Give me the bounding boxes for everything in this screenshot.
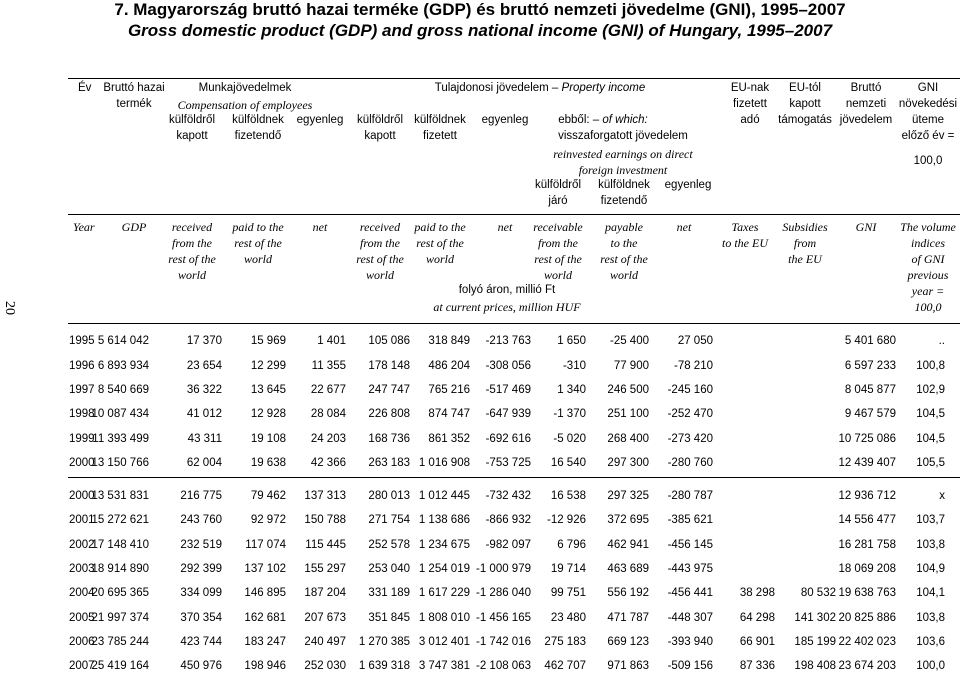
row-year: 2000 xyxy=(69,490,95,502)
table-row xyxy=(0,539,960,559)
unit-hu: folyó áron, millió Ft xyxy=(458,284,556,296)
row-cell: 247 747 xyxy=(368,384,410,396)
row-cell: 874 747 xyxy=(428,408,470,420)
row-cell: -753 725 xyxy=(485,457,531,469)
row-cell: 16 538 xyxy=(550,490,586,502)
en-payable-1: payable xyxy=(605,220,643,234)
row-cell: 19 108 xyxy=(250,433,286,445)
row-cell: 100,0 xyxy=(916,660,945,672)
row-cell: -385 621 xyxy=(667,514,713,526)
row-cell: 246 500 xyxy=(607,384,649,396)
row-cell: 103,8 xyxy=(916,612,945,624)
row-cell: 99 751 xyxy=(550,587,586,599)
row-cell: 12 936 712 xyxy=(838,490,896,502)
row-cell: 232 519 xyxy=(180,539,222,551)
row-cell: 6 597 233 xyxy=(844,360,896,372)
row-cell: 100,8 xyxy=(916,360,945,372)
row-cell: 19 638 xyxy=(250,457,286,469)
en-comp-net: net xyxy=(312,220,328,234)
title-english: Gross domestic product (GDP) and gross national income (GNI) of Hungary, 1995–2007 xyxy=(127,21,833,40)
header-comp-net: egyenleg xyxy=(296,114,344,126)
en-reinv-net: net xyxy=(676,220,692,234)
en-prop-paid-3: world xyxy=(425,252,455,266)
row-cell: 137 313 xyxy=(304,490,346,502)
row-cell: 20 825 886 xyxy=(838,612,896,624)
row-cell: -273 420 xyxy=(667,433,713,445)
row-cell: 66 901 xyxy=(739,636,775,648)
row-cell: 198 408 xyxy=(794,660,836,672)
table-row xyxy=(0,490,960,510)
row-cell: 765 216 xyxy=(428,384,470,396)
row-year: 1998 xyxy=(69,408,95,420)
row-cell: 216 775 xyxy=(180,490,222,502)
row-cell: -78 210 xyxy=(673,360,713,372)
table-row xyxy=(0,612,960,632)
row-cell: -280 760 xyxy=(667,457,713,469)
header-reinv-hu: visszaforgatott jövedelem xyxy=(558,130,688,142)
row-cell: 115 445 xyxy=(305,539,346,551)
row-cell: 10 087 434 xyxy=(91,408,149,420)
row-cell: 462 707 xyxy=(544,660,586,672)
row-cell: 137 102 xyxy=(244,563,286,575)
row-cell: 423 744 xyxy=(180,636,222,648)
en-volume-1: The volume xyxy=(900,220,956,234)
header-comp-paid-1: külföldnek xyxy=(232,114,284,126)
row-cell: 23 480 xyxy=(550,612,586,624)
row-cell: 64 298 xyxy=(739,612,775,624)
row-cell: 370 354 xyxy=(180,612,222,624)
row-cell: 12 928 xyxy=(250,408,286,420)
row-cell: 6 893 934 xyxy=(97,360,149,372)
header-prop: Tulajdonosi jövedelem – Property income xyxy=(434,82,646,94)
en-volume-2: indices xyxy=(911,236,945,250)
header-gni-idx-3: üteme xyxy=(912,114,944,126)
en-subsidies-1: Subsidies xyxy=(782,220,828,234)
row-cell: -310 xyxy=(562,360,586,372)
row-cell: 6 796 xyxy=(557,539,586,551)
row-cell: -732 432 xyxy=(485,490,531,502)
row-cell: 42 366 xyxy=(310,457,346,469)
row-cell: 268 400 xyxy=(607,433,649,445)
en-receivable-2: from the xyxy=(538,236,578,250)
en-gni: GNI xyxy=(855,220,877,234)
row-cell: 105 086 xyxy=(368,335,410,347)
row-cell: 252 030 xyxy=(304,660,346,672)
page-number: 20 xyxy=(2,301,17,315)
row-cell: -280 787 xyxy=(667,490,713,502)
header-comp-received-2: kapott xyxy=(176,130,208,142)
header-prop-received-2: kapott xyxy=(364,130,396,142)
table-bottom-rule xyxy=(68,323,960,324)
row-cell: 22 677 xyxy=(310,384,346,396)
header-gni-idx-4: előző év = xyxy=(901,130,955,142)
header-reinv-payable-1: külföldnek xyxy=(598,179,650,191)
en-payable-3: rest of the xyxy=(600,252,648,266)
en-comp-received-4: world xyxy=(177,268,207,282)
row-cell: -2 108 063 xyxy=(476,660,531,672)
row-cell: 292 399 xyxy=(180,563,222,575)
en-subsidies-3: the EU xyxy=(788,252,822,266)
header-prop-paid-1: külföldnek xyxy=(414,114,466,126)
row-cell: 104,5 xyxy=(916,433,945,445)
header-gni-idx-5: 100,0 xyxy=(913,155,943,167)
row-cell: 22 402 023 xyxy=(838,636,896,648)
row-year: 2005 xyxy=(69,612,95,624)
row-cell: 12 439 407 xyxy=(838,457,896,469)
en-volume-5: year = xyxy=(911,284,945,298)
title-hungarian: 7. Magyarország bruttó hazai terméke (GDP) és bruttó nemzeti jövedelme (GNI), 1995–2007 xyxy=(114,0,846,19)
row-cell: 1 254 019 xyxy=(418,563,470,575)
en-prop-received-3: rest of the xyxy=(356,252,404,266)
row-cell: -308 056 xyxy=(485,360,531,372)
row-cell: 13 150 766 xyxy=(91,457,149,469)
en-prop-received-2: from the xyxy=(360,236,400,250)
row-cell: 226 808 xyxy=(368,408,410,420)
row-cell: 331 189 xyxy=(368,587,410,599)
row-cell: 556 192 xyxy=(607,587,649,599)
row-cell: 1 650 xyxy=(557,335,586,347)
row-cell: 146 895 xyxy=(244,587,286,599)
header-gni-hu-3: jövedelem xyxy=(839,114,893,126)
row-cell: -456 145 xyxy=(667,539,713,551)
row-cell: 103,6 xyxy=(916,636,945,648)
row-cell: 861 352 xyxy=(428,433,470,445)
table-row xyxy=(0,636,960,656)
row-cell: 185 199 xyxy=(794,636,836,648)
header-reinv-en-2: foreign investment xyxy=(578,163,668,177)
row-cell: 20 695 365 xyxy=(91,587,149,599)
row-cell: 105,5 xyxy=(916,457,945,469)
row-cell: -393 940 xyxy=(667,636,713,648)
row-cell: 12 299 xyxy=(250,360,286,372)
row-cell: 104,9 xyxy=(916,563,945,575)
row-cell: 297 325 xyxy=(607,490,649,502)
table-row xyxy=(0,514,960,534)
header-comp-paid-2: fizetendő xyxy=(234,130,282,142)
row-cell: 207 673 xyxy=(304,612,346,624)
table-row xyxy=(0,335,960,355)
row-cell: 13 531 831 xyxy=(91,490,149,502)
row-cell: 450 976 xyxy=(180,660,222,672)
row-cell: 162 681 xyxy=(244,612,286,624)
row-cell: 168 736 xyxy=(368,433,410,445)
row-cell: 117 074 xyxy=(245,539,286,551)
en-prop-received-1: received xyxy=(359,220,401,234)
table-row xyxy=(0,384,960,404)
row-cell: 79 462 xyxy=(250,490,286,502)
row-cell: 1 138 686 xyxy=(418,514,470,526)
row-cell: 8 540 669 xyxy=(97,384,149,396)
row-year: 1995 xyxy=(69,335,95,347)
table-row xyxy=(0,660,960,680)
row-cell: 187 204 xyxy=(304,587,346,599)
row-cell: 23 674 203 xyxy=(838,660,896,672)
row-year: 2001 xyxy=(69,514,95,526)
header-gdp-en: GDP xyxy=(121,220,147,234)
row-cell: .. xyxy=(938,335,945,347)
row-cell: 15 272 621 xyxy=(91,514,149,526)
row-cell: -213 763 xyxy=(485,335,531,347)
row-cell: 104,1 xyxy=(916,587,945,599)
row-year: 2006 xyxy=(69,636,95,648)
row-year: 2003 xyxy=(69,563,95,575)
row-cell: 372 695 xyxy=(607,514,649,526)
row-cell: 1 617 229 xyxy=(418,587,470,599)
row-cell: 1 234 675 xyxy=(418,539,470,551)
en-receivable-3: rest of the xyxy=(534,252,582,266)
header-top-rule xyxy=(68,78,960,79)
row-cell: 43 311 xyxy=(187,433,222,445)
row-cell: 3 012 401 xyxy=(418,636,470,648)
row-cell: -1 742 016 xyxy=(476,636,531,648)
header-reinv-receivable-2: járó xyxy=(548,195,568,207)
row-cell: 103,7 xyxy=(916,514,945,526)
row-cell: -982 097 xyxy=(485,539,531,551)
row-cell: 103,8 xyxy=(916,539,945,551)
header-eu-subs-1: EU-tól xyxy=(789,82,821,94)
row-cell: 19 638 763 xyxy=(838,587,896,599)
header-eu-subs-2: kapott xyxy=(789,98,821,110)
header-gdp-hu-2: termék xyxy=(116,98,152,110)
row-cell: 21 997 374 xyxy=(91,612,149,624)
row-cell: 87 336 xyxy=(739,660,775,672)
row-cell: 11 393 499 xyxy=(92,433,149,445)
row-year: 2000 xyxy=(69,457,95,469)
row-cell: 17 370 xyxy=(186,335,222,347)
row-cell: 971 863 xyxy=(607,660,649,672)
row-cell: -245 160 xyxy=(667,384,713,396)
en-receivable-1: receivable xyxy=(533,220,583,234)
row-cell: 275 183 xyxy=(544,636,586,648)
en-taxes-2: to the EU xyxy=(722,236,768,250)
header-eu-subs-3: támogatás xyxy=(778,114,832,126)
header-gni-hu-2: nemzeti xyxy=(845,98,887,110)
en-volume-4: previous xyxy=(907,268,949,282)
row-year: 1996 xyxy=(69,360,95,372)
row-cell: 62 004 xyxy=(186,457,222,469)
row-cell: -25 400 xyxy=(609,335,649,347)
row-cell: 1 401 xyxy=(317,335,346,347)
en-prop-paid-1: paid to the xyxy=(414,220,466,234)
row-cell: -5 020 xyxy=(553,433,586,445)
header-prop-received-1: külföldről xyxy=(356,114,404,126)
row-cell: 1 012 445 xyxy=(418,490,470,502)
en-comp-paid-2: rest of the xyxy=(234,236,282,250)
row-cell: 80 532 xyxy=(800,587,836,599)
row-cell: 5 401 680 xyxy=(844,335,896,347)
header-comp-received-1: külföldről xyxy=(168,114,216,126)
table-row xyxy=(0,587,960,607)
row-cell: 23 654 xyxy=(186,360,222,372)
row-cell: 1 808 010 xyxy=(418,612,470,624)
header-bottom-rule xyxy=(68,214,960,215)
header-reinv-net: egyenleg xyxy=(664,179,712,191)
row-cell: 141 302 xyxy=(794,612,836,624)
row-cell: -443 975 xyxy=(667,563,713,575)
row-cell: 471 787 xyxy=(607,612,649,624)
row-cell: -509 156 xyxy=(667,660,713,672)
row-cell: 18 914 890 xyxy=(91,563,149,575)
en-prop-net: net xyxy=(497,220,513,234)
header-eu-taxes-2: fizetett xyxy=(733,98,767,110)
row-cell: 102,9 xyxy=(916,384,945,396)
row-cell: 178 148 xyxy=(368,360,410,372)
header-comp-hu: Munkajövedelmek xyxy=(198,82,292,94)
header-gni-hu-1: Bruttó xyxy=(850,82,882,94)
header-gni-idx-2: növekedési xyxy=(898,98,958,110)
row-cell: -456 441 xyxy=(667,587,713,599)
table-row xyxy=(0,408,960,428)
row-cell: 1 340 xyxy=(557,384,586,396)
row-cell: 16 540 xyxy=(550,457,586,469)
row-year: 1999 xyxy=(69,433,95,445)
row-year: 1997 xyxy=(69,384,95,396)
row-cell: 92 972 xyxy=(250,514,286,526)
row-cell: 243 760 xyxy=(180,514,222,526)
row-cell: -866 932 xyxy=(485,514,531,526)
row-cell: -252 470 xyxy=(667,408,713,420)
row-cell: 41 012 xyxy=(186,408,222,420)
row-year: 2004 xyxy=(69,587,95,599)
header-eu-taxes-3: adó xyxy=(740,114,760,126)
row-cell: 14 556 477 xyxy=(838,514,896,526)
header-gdp-hu-1: Bruttó hazai xyxy=(103,82,165,94)
row-cell: 271 754 xyxy=(368,514,410,526)
row-cell: 5 614 042 xyxy=(97,335,149,347)
row-cell: -1 370 xyxy=(553,408,586,420)
header-prop-net: egyenleg xyxy=(481,114,529,126)
row-cell: x xyxy=(939,490,945,502)
row-year: 2002 xyxy=(69,539,95,551)
row-cell: 38 298 xyxy=(739,587,775,599)
row-cell: 28 084 xyxy=(310,408,346,420)
en-subsidies-2: from xyxy=(793,236,817,250)
unit-en: at current prices, million HUF xyxy=(433,300,581,314)
en-payable-2: to the xyxy=(610,236,638,250)
row-cell: -1 456 165 xyxy=(476,612,531,624)
en-taxes-1: Taxes xyxy=(731,220,759,234)
table-row xyxy=(0,563,960,583)
row-cell: 150 788 xyxy=(304,514,346,526)
table-row xyxy=(0,457,960,477)
row-cell: 16 281 758 xyxy=(838,539,896,551)
row-cell: 25 419 164 xyxy=(91,660,149,672)
row-cell: 252 578 xyxy=(368,539,410,551)
row-cell: -448 307 xyxy=(667,612,713,624)
header-reinv-receivable-1: külföldről xyxy=(534,179,582,191)
row-cell: -517 469 xyxy=(485,384,531,396)
row-cell: -1 286 040 xyxy=(476,587,531,599)
header-comp-en: Compensation of employees xyxy=(177,98,313,112)
row-cell: -12 926 xyxy=(546,514,586,526)
row-cell: 36 322 xyxy=(186,384,222,396)
en-volume-6: 100,0 xyxy=(914,300,942,314)
row-cell: -1 000 979 xyxy=(476,563,531,575)
row-cell: 27 050 xyxy=(677,335,713,347)
header-eu-taxes-1: EU-nak xyxy=(730,82,770,94)
table-row xyxy=(0,433,960,453)
row-cell: 15 969 xyxy=(250,335,286,347)
header-prop-paid-2: fizetett xyxy=(423,130,457,142)
row-cell: 8 045 877 xyxy=(844,384,896,396)
header-of-which: ebből: – of which: xyxy=(558,114,648,126)
row-cell: -647 939 xyxy=(485,408,531,420)
row-cell: 240 497 xyxy=(304,636,346,648)
row-year: 2007 xyxy=(69,660,95,672)
row-cell: 486 204 xyxy=(428,360,470,372)
row-cell: 318 849 xyxy=(428,335,470,347)
row-cell: 463 689 xyxy=(607,563,649,575)
row-cell: 334 099 xyxy=(180,587,222,599)
row-cell: 23 785 244 xyxy=(91,636,149,648)
en-volume-3: of GNI xyxy=(911,252,945,266)
en-prop-paid-2: rest of the xyxy=(416,236,464,250)
row-cell: -692 616 xyxy=(485,433,531,445)
header-reinv-en-1: reinvested earnings on direct xyxy=(553,147,693,161)
row-cell: 183 247 xyxy=(244,636,286,648)
en-comp-paid-3: world xyxy=(243,252,273,266)
row-cell: 1 270 385 xyxy=(358,636,410,648)
row-cell: 17 148 410 xyxy=(91,539,149,551)
en-receivable-4: world xyxy=(543,268,573,282)
row-cell: 9 467 579 xyxy=(844,408,896,420)
row-cell: 1 016 908 xyxy=(418,457,470,469)
row-cell: 351 845 xyxy=(368,612,410,624)
row-cell: 669 123 xyxy=(607,636,649,648)
row-cell: 1 639 318 xyxy=(358,660,410,672)
row-cell: 18 069 208 xyxy=(838,563,896,575)
en-comp-received-2: from the xyxy=(172,236,212,250)
en-comp-received-3: rest of the xyxy=(168,252,216,266)
row-cell: 77 900 xyxy=(613,360,649,372)
header-year-en: Year xyxy=(73,220,95,234)
en-comp-paid-1: paid to the xyxy=(232,220,284,234)
en-payable-4: world xyxy=(609,268,639,282)
break-rule-2000 xyxy=(68,477,960,478)
header-gni-idx-1: GNI xyxy=(917,82,939,94)
row-cell: 462 941 xyxy=(607,539,649,551)
row-cell: 198 946 xyxy=(244,660,286,672)
row-cell: 251 100 xyxy=(607,408,649,420)
en-prop-received-4: world xyxy=(365,268,395,282)
table-row xyxy=(0,360,960,380)
row-cell: 297 300 xyxy=(607,457,649,469)
en-comp-received-1: received xyxy=(171,220,213,234)
row-cell: 19 714 xyxy=(550,563,586,575)
header-ev: Év xyxy=(78,82,92,94)
row-cell: 24 203 xyxy=(310,433,346,445)
row-cell: 104,5 xyxy=(916,408,945,420)
row-cell: 3 747 381 xyxy=(418,660,470,672)
row-cell: 11 355 xyxy=(311,360,346,372)
row-cell: 13 645 xyxy=(250,384,286,396)
row-cell: 263 183 xyxy=(368,457,410,469)
row-cell: 253 040 xyxy=(368,563,410,575)
header-reinv-payable-2: fizetendő xyxy=(600,195,648,207)
row-cell: 280 013 xyxy=(368,490,410,502)
row-cell: 10 725 086 xyxy=(838,433,896,445)
row-cell: 155 297 xyxy=(304,563,346,575)
